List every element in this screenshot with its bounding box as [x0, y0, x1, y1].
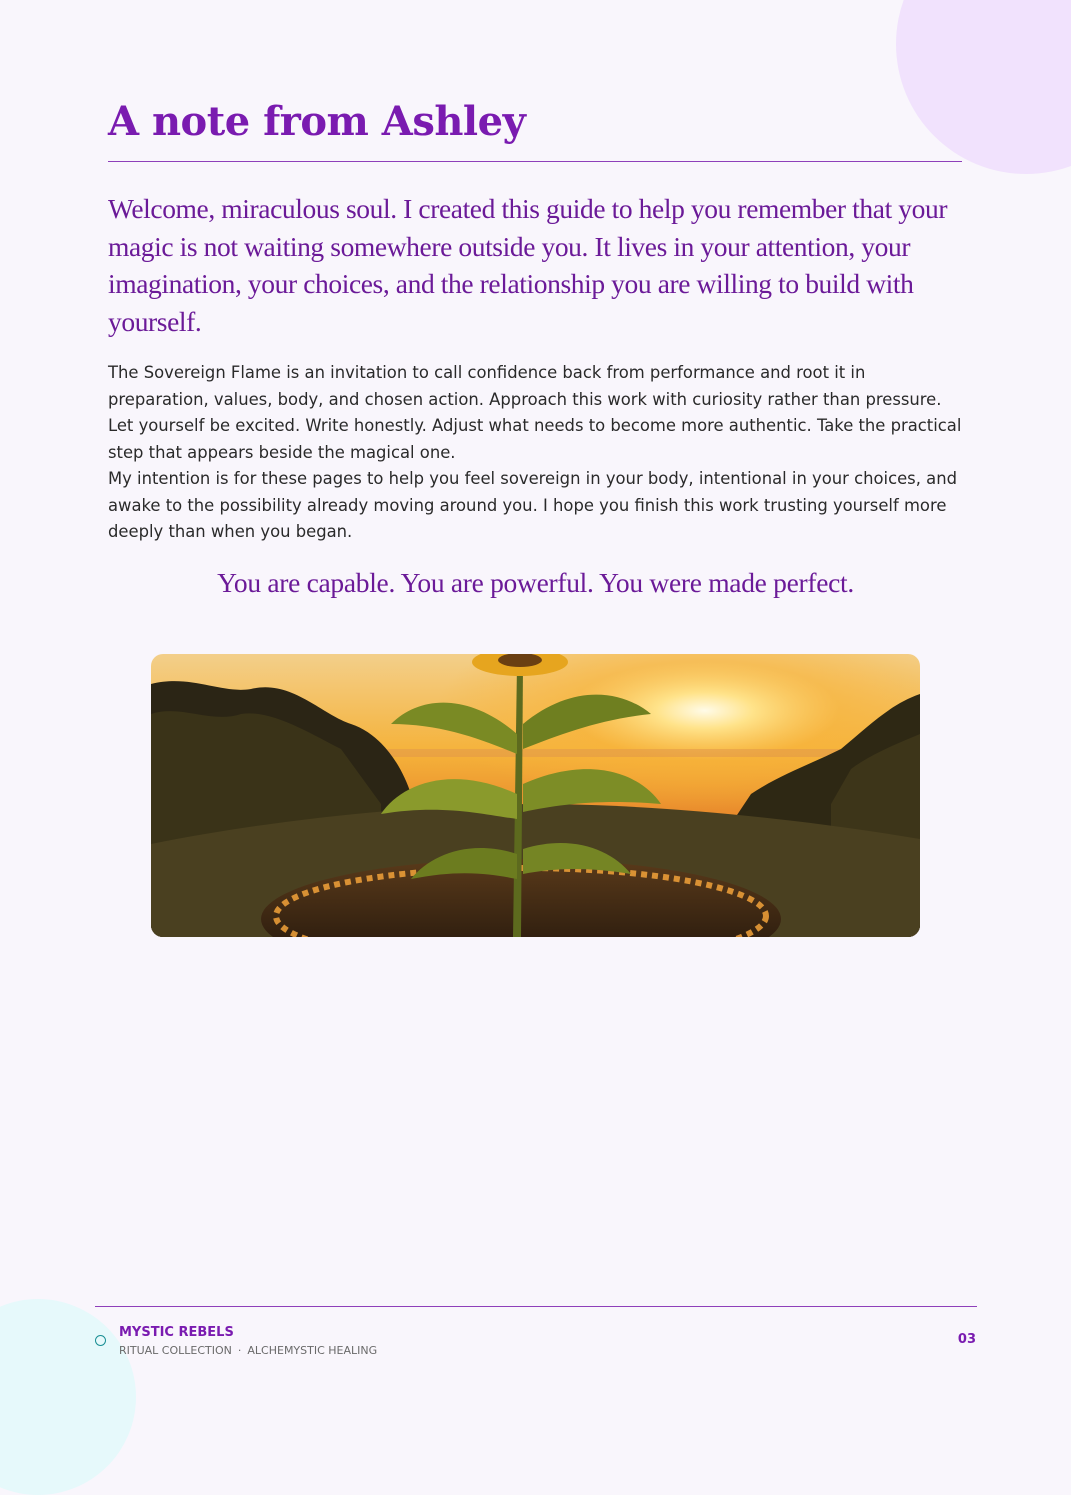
- body-paragraph: My intention is for these pages to help you feel sovereign in your body, intentional in your choices, and awake to the possibility already moving around you. I hope you finish this work trusting yourself more deeply than when you began.: [108, 469, 957, 541]
- footer-brand: MYSTIC REBELS: [119, 1325, 234, 1340]
- affirmation: You are capable. You are powerful. You were made perfect.: [217, 567, 854, 598]
- footer-collection: RITUAL COLLECTION: [119, 1344, 232, 1357]
- decorative-circle-top: [896, 0, 1071, 174]
- footer-separator: ·: [237, 1344, 242, 1357]
- page-title: A note from Ashley: [108, 98, 526, 145]
- decorative-circle-bottom: [0, 1299, 136, 1495]
- body-text: [108, 360, 966, 546]
- body-paragraph: The Sovereign Flame is an invitation to call confidence back from performance and root it in preparation, values, body, and chosen action. Approach this work with curiosity rather than pressure. Let yourself be excited. Write honestly. Adjust what needs to become more authentic. Take the practical step that appears beside the magical one.: [108, 363, 962, 462]
- page-number: 03: [957, 1332, 976, 1347]
- title-divider: [108, 161, 962, 162]
- ring-icon: [95, 1335, 106, 1346]
- footer-subtitle: [119, 1344, 377, 1358]
- sunflower-sunset-image: [151, 654, 920, 937]
- lead-paragraph: Welcome, miraculous soul. I created this guide to help you remember that your magic is not waiting somewhere outside you. It lives in your attention, your imagination, your choices, and the relationship you are willing to build with yourself.: [108, 193, 948, 337]
- footer-divider: [95, 1306, 977, 1307]
- sunflower-sunset-illustration: [151, 654, 920, 937]
- footer-series: ALCHEMYSTIC HEALING: [247, 1344, 378, 1357]
